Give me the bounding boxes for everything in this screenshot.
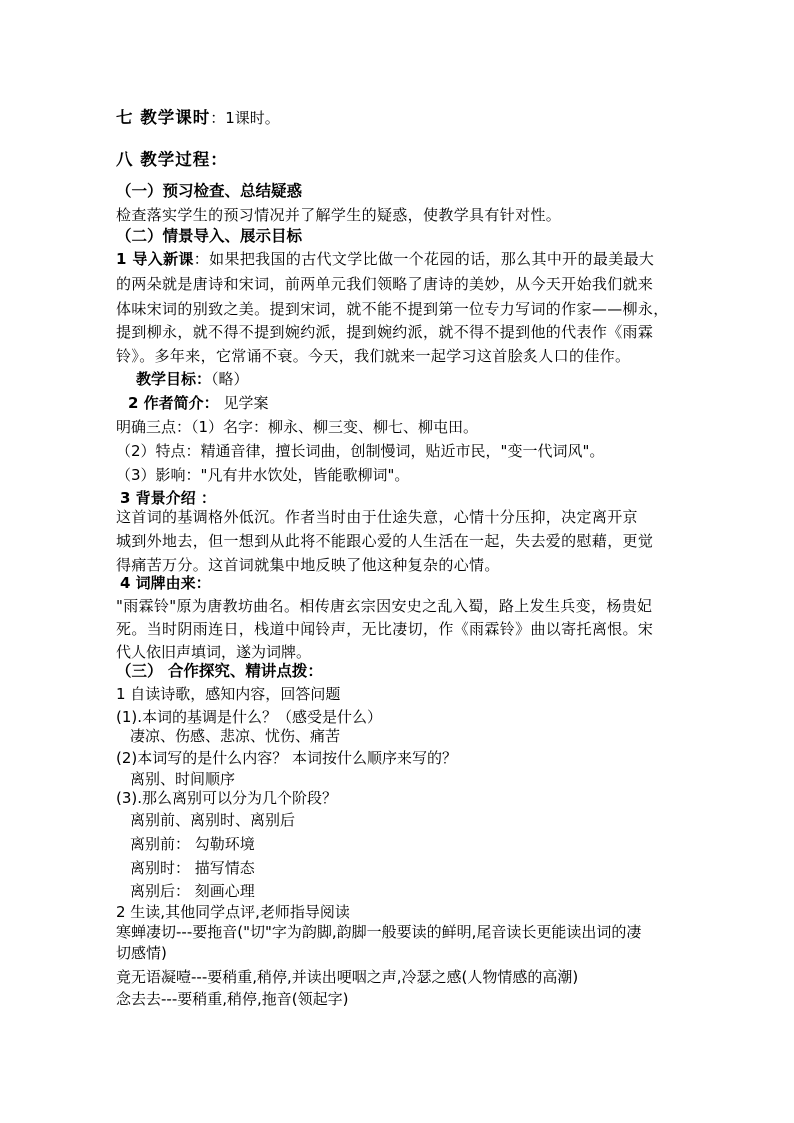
section-3-line: 离别后： 刻画心理 [130,882,255,900]
section-3-line: 凄凉、伤感、悲凉、忧伤、痛苦 [130,727,341,745]
intro-line: 提到柳永，就不得不提到婉约派，提到婉约派，就不得不提到他的代表作《雨霖 [116,323,654,341]
section-2-title: （二）情景导入、展示目标 [116,227,303,245]
heading-teaching-hours [116,108,280,128]
intro-line [116,249,654,269]
heading-teaching-hours-value: ：1课时。 [210,109,280,127]
origin-line: "雨霖铃"原为唐教坊曲名。相传唐玄宗因安史之乱入蜀，路上发生兵变，杨贵妃 [116,597,653,615]
section-3-line: 离别、时间顺序 [130,770,236,788]
section-3-line: 离别前、离别时、离别后 [130,811,296,829]
intro-label: 1 导入新课 [116,250,194,268]
intro-line: 体味宋词的别致之美。提到宋词，就不能不提到第一位专力写词的作家——柳永， [116,300,669,318]
teaching-goal-line [136,369,249,389]
section-3-line: 念去去---要稍重,稍停,拖音(领起字) [116,990,349,1008]
origin-line: 死。当时阴雨连日，栈道中闻铃声，无比凄切，作《雨霖铃》曲以寄托离恨。宋 [116,620,654,638]
origin-line: 代人依旧声填词，遂为词牌。 [116,643,312,661]
teaching-goal-value: （略） [211,370,249,388]
section-3-line: 1 自读诗歌，感知内容，回答问题 [116,685,341,703]
section-3-title: （三） 合作探究、精讲点拨： [116,662,323,680]
heading-teaching-hours-label: 七 教学课时 [116,108,211,127]
origin-label: 4 词牌由来： [120,574,211,592]
section-3-line: (3).那么离别可以分为几个阶段？ [116,789,338,807]
section-1-title: （一）预习检查、总结疑惑 [116,182,303,200]
section-3-line: 切感情) [116,944,167,962]
author-intro-line [128,393,268,413]
intro-line: 的两朵就是唐诗和宋词，前两单元我们领略了唐诗的美妙，从今天开始我们就来 [116,275,654,293]
author-point: （2）特点：精通音律，擅长词曲，创制慢词，贴近市民，"变一代词风"。 [116,442,605,460]
section-3-line: (1).本词的基调是什么？（感受是什么） [116,708,383,726]
section-3-line: (2)本词写的是什么内容？ 本词按什么顺序来写的？ [116,749,458,767]
teaching-goal-label: 教学目标： [136,370,212,388]
author-point: （3）影响："凡有井水饮处，皆能歌柳词"。 [116,466,410,484]
background-line: 这首词的基调格外低沉。作者当时由于仕途失意，心情十分压抑，决定离开京 [116,508,638,526]
section-3-line: 寒蝉凄切---要拖音("切"字为韵脚,韵脚一般要读的鲜明,尾音读长更能读出词的凄 [116,923,642,941]
background-line: 得痛苦万分。这首词就集中地反映了他这种复杂的心情。 [116,556,500,574]
background-label: 3 背景介绍 ： [120,489,216,507]
intro-text: ：如果把我国的古代文学比做一个花园的话，那么其中开的最美最大 [193,250,655,268]
author-point: 明确三点：（1）名字：柳永、柳三变、柳七、柳屯田。 [116,418,479,436]
section-3-line: 2 生读,其他同学点评,老师指导阅读 [116,903,350,921]
section-3-line: 竟无语凝噎---要稍重,稍停,并读出哽咽之声,冷瑟之感(人物情感的高潮) [116,968,579,986]
author-intro-label: 2 作者简介： [128,394,219,412]
intro-line: 铃》。多年来，它常诵不衰。今天，我们就来一起学习这首脍炙人口的佳作。 [116,347,631,365]
section-1-body: 检查落实学生的预习情况并了解学生的疑惑，使教学具有针对性。 [116,206,562,224]
author-intro-value: 见学案 [218,394,269,412]
section-3-line: 离别前： 勾勒环境 [130,835,255,853]
heading-teaching-process: 八 教学过程： [116,150,228,169]
section-3-line: 离别时： 描写情态 [130,859,255,877]
background-line: 城到外地去，但一想到从此将不能跟心爱的人生活在一起，失去爱的慰藉，更觉 [116,532,654,550]
